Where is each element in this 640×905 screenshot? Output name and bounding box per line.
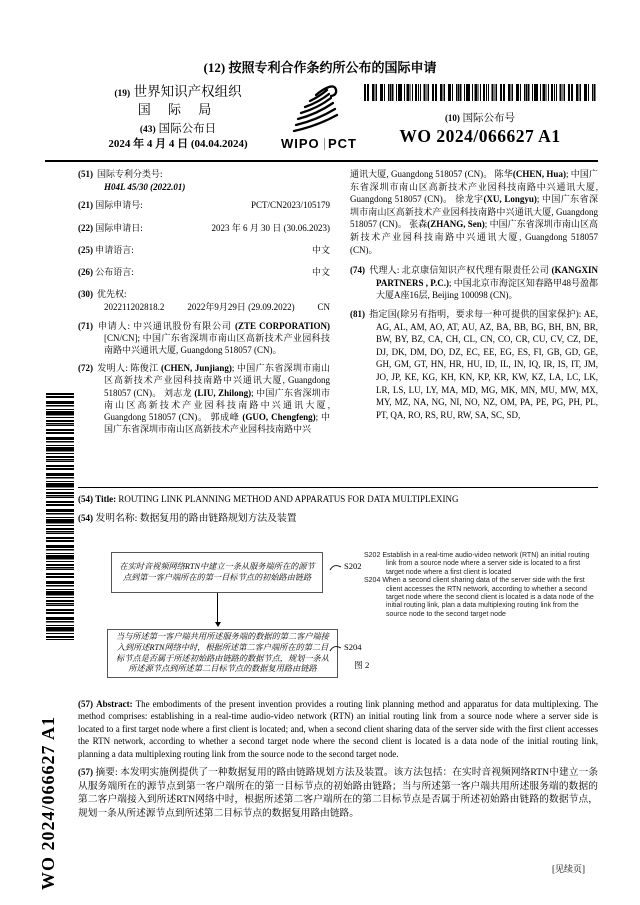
title-chinese-line (78, 512, 598, 525)
filing-lang-label: 申请语言: (95, 244, 134, 255)
field-publication-language (78, 266, 330, 278)
inid-19: (19) (114, 89, 131, 99)
abstract-chinese (78, 766, 598, 821)
pub-lang-value: 中文 (311, 267, 330, 278)
barcode-vertical-icon (46, 393, 74, 640)
title-english-line (78, 494, 598, 505)
barcode-icon (364, 84, 596, 101)
abstract-zh-text: 本发明实施例提供了一种数据复用的路由链路规划方法及装置。该方法包括：在实时音视频网络RTN中建立一条从服务端所在的源节点到第一客户端所在的第一目标节点的初始路由链路；当与所述第一客户端共用所述服务端的数据的第二客户端接入到所述RTN网络中时，根据所述第二客户端所在的第二目标节点是否属于所述初始路由链路的数据节点，规划一条从所述源节点到所述第二目标节点的数据复用路由链路。 (78, 767, 598, 820)
inid-25: (25) (78, 244, 93, 255)
figure-steps-english (364, 552, 598, 619)
inid-54-zh: (54) (78, 513, 93, 523)
field-ipc (78, 168, 330, 180)
inid-81: (81) (350, 308, 365, 319)
org-name: 世界知识产权组织 (133, 84, 242, 99)
abstract-en-label: Abstract: (96, 699, 133, 709)
title-rule (78, 487, 598, 488)
flow-arrow (217, 593, 218, 622)
title-chinese: 数据复用的路由链路规划方法及装置 (139, 513, 297, 524)
filing-date-value: 2023 年 6 月 30 日 (30.06.2023) (211, 222, 330, 233)
inid-30: (30) (78, 289, 93, 300)
title-english: ROUTING LINK PLANNING METHOD AND APPARATUS FOR DATA MULTIPLEXING (118, 494, 459, 504)
inid-72: (72) (78, 363, 93, 374)
pub-lang-label: 公布语言: (95, 267, 134, 278)
ipc-value: H04L 45/30 (2022.01) (104, 182, 186, 193)
filing-lang-value: 中文 (311, 244, 330, 255)
inid-51: (51) (78, 169, 93, 179)
step-text: When a second client sharing data of the server side with the first client accesses the RTN network, according to whether a second target node where the second client is located is a data node of the initial routing link, plan a data multiplexing routing link from the source node to the second target node (382, 577, 594, 618)
org-bureau: 国 际 局 (137, 101, 219, 117)
step-label-s204 (329, 642, 361, 652)
wipo-logo (281, 82, 357, 151)
step-id: S204 (364, 577, 381, 585)
pub-date-label-line (90, 122, 266, 137)
step-text: Establish in a real-time audio-video network (RTN) an initial routing link from a source node where a server side is located to a first target node where a first client is located (382, 552, 590, 576)
step-label-s204-text: S204 (344, 642, 362, 652)
figure-step-en (364, 552, 598, 577)
filing-date-label: 国际申请日: (95, 222, 143, 233)
priority-label: 优先权: (97, 289, 127, 300)
appno-label: 国际申请号: (95, 200, 143, 211)
step-label-s202-text: S202 (344, 561, 362, 571)
applicant-text: 申请人: 中兴通讯股份有限公司 (ZTE CORPORATION) [CN/CN]; 中国广东省深圳市南山区高新技术产业园科技南路中兴通讯大厦, Guangdong 518057 (CN)。 (97, 320, 330, 356)
inid-22: (22) (78, 222, 93, 233)
inid-71: (71) (78, 320, 93, 331)
inventors-continued: 通讯大厦, Guangdong 518057 (CN)。 陈华(CHEN, Hua); 中国广东省深圳市南山区高新技术产业园科技南路中兴通讯大厦, Guangdong 518057 (CN)。 徐龙宇(XU, Longyu); 中国广东省深圳市南山区高新技术产业园科技南路中兴通讯大厦, Guangdong 518057 (CN)。 张森(ZHANG, Sen); 中国广东省深圳市南山区高新技术产业园科技南路中兴通讯大厦, Guangdong 518057 (CN)。 (350, 169, 598, 255)
ipc-value-line (78, 181, 330, 193)
priority-number: 202211202818.2 (104, 302, 165, 313)
field-agent (350, 264, 598, 302)
header-rule (45, 160, 598, 162)
field-filing-language (78, 244, 330, 256)
ipc-label: 国际专利分类号: (97, 169, 163, 179)
sidebar-publication-number: WO 2024/066627 A1 (38, 715, 58, 890)
wipo-wordmark: WIPO (281, 136, 320, 151)
field-filing-date (78, 222, 330, 234)
continuation-note: [见续页] (552, 864, 585, 874)
title-en-label: Title: (95, 494, 117, 504)
abstract-zh-label: 摘要: (95, 767, 118, 778)
figure-2 (78, 546, 598, 698)
bibliographic-section (78, 168, 598, 441)
inid-21: (21) (78, 200, 93, 211)
title-zh-label: 发明名称: (95, 513, 138, 524)
inid-57-en: (57) (78, 699, 93, 709)
pub-date-label: 国际公布日 (158, 123, 217, 136)
field-priority (78, 288, 330, 300)
figure-step-en (364, 577, 598, 619)
publication-number-block (363, 84, 597, 147)
inid-26: (26) (78, 267, 93, 278)
flowchart-step-box-2: 当与所述第一客户端共用所述服务端的数据的第二客户端接入到所述RTN网络中时，根据所述第二客户端所在的第二目标节点是否属于所述初始路由链路的数据节点，规划一条从所述源节点到所述第二目标节点的数据复用路由链路 (107, 629, 338, 678)
wipo-pct-wordmark (281, 136, 357, 151)
field-application-number (78, 199, 330, 211)
issuing-organization (90, 84, 266, 152)
designated-states-text: 指定国(除另有指明，要求每一种可提供的国家保护): AE, AG, AL, AM, AO, AT, AU, AZ, BA, BB, BG, BH, BN, BR, BW, BY, BZ, CA, CH, CL, CN, CO, CR, CU, CV, CZ, DE, DJ, DK, DM, DO, DZ, EC, EE, EG, ES, FI, GB, GD, GE, GH, GM, GT, HN, HR, HU, ID, IL, IN, IQ, IR, IS, IT, JM, JO, JP, KE, KG, KH, KN, KP, KR, KW, KZ, LA, LC, LK, LR, LS, LU, LY, MA, MD, MG, MK, MN, MU, MW, MX, MY, MZ, NA, NG, NI, NO, NZ, OM, PA, PE, PG, PH, PL, PT, QA, RO, RS, RU, RW, SA, SC, SD, (369, 308, 598, 420)
priority-date: 2022年9月29日 (29.09.2022) (187, 302, 295, 313)
flowchart-step-box-1: 在实时音视频网络RTN中建立一条从服务端所在的源节点到第一客户端所在的第一目标节点的初始路由链路 (111, 552, 323, 593)
agent-text: 代理人: 北京康信知识产权代理有限责任公司 (KANGXIN PARTNERS , P.C.); 中国北京市海淀区知春路甲48号盈都大厦A座16层, Beijing 100098 (CN)。 (369, 265, 598, 301)
inid-74: (74) (350, 265, 365, 276)
inid-57-zh: (57) (78, 767, 93, 777)
appno-value: PCT/CN2023/105179 (250, 200, 330, 211)
connector-line-icon (329, 643, 342, 652)
wipo-swirl-icon (287, 82, 351, 134)
field-inventors (78, 362, 330, 435)
step-id: S202 (364, 552, 381, 559)
pub-no-label-line (363, 110, 597, 125)
pct-statement: (12) 按照专利合作条约所公布的国际申请 (203, 60, 437, 75)
inid-43: (43) (139, 125, 156, 136)
figure-caption: 图 2 (354, 660, 370, 670)
inid-54-en: (54) (78, 494, 93, 504)
field-designated-states (350, 308, 598, 421)
pub-no-value: WO 2024/066627 A1 (399, 126, 561, 146)
pub-no-label: 国际公布号 (462, 113, 516, 124)
inid-10: (10) (444, 113, 460, 123)
abstract-en-text: The embodiments of the present invention provides a routing link planning method and apparatus for data multiplexing. The method comprises: establishing in a real-time audio-video network (RTN) an initial routing link from a source node where a server side is located to a first target node where a first client is located; and, when a second client sharing data of the server side with the first client accesses the RTN network, according to whether a second target node where the second client is located is a data node of the initial routing link, planning a data multiplexing routing link from the source node to the second target node. (78, 699, 599, 759)
biblio-left-column (78, 168, 330, 441)
priority-country: CN (317, 302, 330, 313)
pct-wordmark: PCT (328, 136, 357, 151)
abstract-english (78, 698, 598, 760)
inventors-text: 发明人: 陈俊江 (CHEN, Junjiang); 中国广东省深圳市南山区高新技术产业园科技南路中兴通讯大厦, Guangdong 518057 (CN)。 刘志龙 (LIU, Zhilong); 中国广东省深圳市南山区高新技术产业园科技南路中兴通讯大厦, Guangdong 518057 (CN)。 郭成峰 (GUO, Chengfeng); 中国广东省深圳市南山区高新技术产业园科技南路中兴 (97, 363, 330, 435)
field-applicant (78, 320, 330, 357)
connector-line-icon (329, 562, 342, 571)
pub-date-value: 2024 年 4 月 4 日 (04.04.2024) (108, 138, 248, 150)
biblio-right-column (350, 168, 598, 441)
step-label-s202 (329, 561, 361, 571)
org-name-line (90, 84, 266, 101)
priority-data-row (78, 301, 330, 313)
